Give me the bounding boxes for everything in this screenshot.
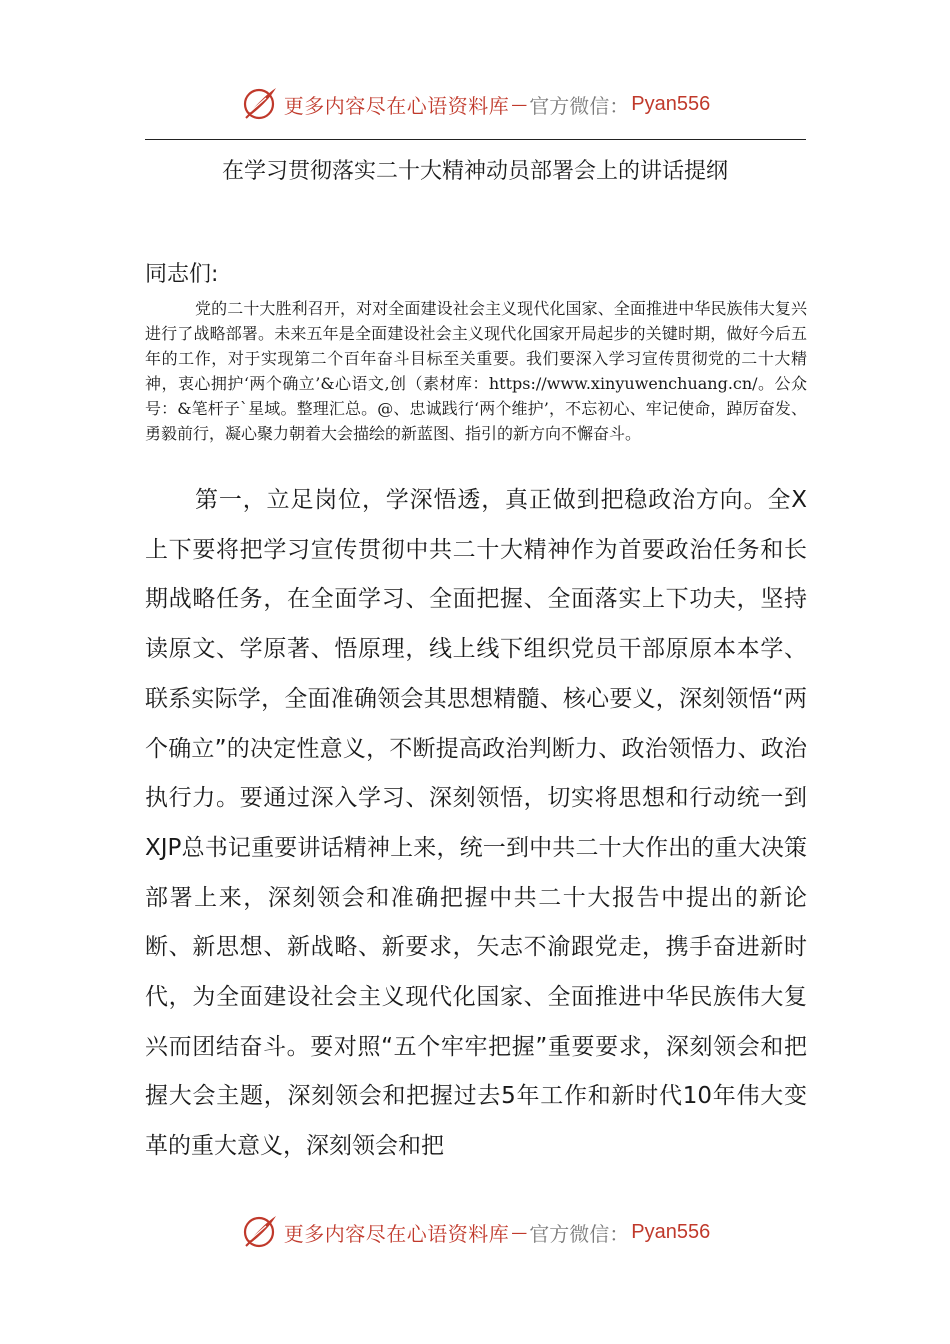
document-title: 在学习贯彻落实二十大精神动员部署会上的讲话提纲: [221, 159, 728, 184]
header-banner: [0, 84, 950, 124]
banner-separator: —: [511, 1222, 528, 1242]
wechat-id: Pyan556: [631, 92, 711, 115]
quill-pen-logo-icon: [240, 1212, 280, 1252]
intro-paragraph: 党的二十大胜利召开，对对全面建设社会主义现代化国家、全面推进中华民族伟大复兴进行了战略部署。未来五年是全面建设社会主义现代化国家开局起步的关键时期，做好今后五年的工作，对于实现第二个百年奋斗目标至关重要。我们要深入学习宣传贯彻党的二十大精神，衷心拥护‘两个确立’&心语文,创（素材库：https://www.xinyuwenchuang.cn/。公众号：&笔杆子`星域。整理汇总。@、忠诚践行‘两个维护’，不忘初心、牢记使命，踔厉奋发、勇毅前行，凝心聚力朝着大会描绘的新蓝图、指引的新方向不懈奋斗。: [145, 299, 807, 443]
wechat-id: Pyan556: [631, 1220, 711, 1243]
wechat-label: 官方微信：: [529, 1221, 630, 1246]
banner-text: 更多内容尽在心语资料库: [283, 1221, 510, 1246]
section-paragraph: 第一，立足岗位，学深悟透，真正做到把稳政治方向。全X上下要将把学习宣传贯彻中共二十大精神作为首要政治任务和长期战略任务，在全面学习、全面把握、全面落实上下功夫，坚持读原文、学原著、悟原理，线上线下组织党员干部原原本本学、联系实际学，全面准确领会其思想精髓、核心要义，深刻领悟“两个确立”的决定性意义，不断提高政治判断力、政治领悟力、政治执行力。要通过深入学习、深刻领悟，切实将思想和行动统一到XJP总书记重要讲话精神上来，统一到中共二十大作出的重大决策部署上来，深刻领会和准确把握中共二十大报告中提出的新论断、新思想、新战略、新要求，矢志不渝跟党走，携手奋进新时代，为全面建设社会主义现代化国家、全面推进中华民族伟大复兴而团结奋斗。要对照“五个牢牢把握”重要要求，深刻领会和把握大会主题，深刻领会和把握过去5年工作和新时代10年伟大变革的重大意义，深刻领会和把: [145, 487, 807, 1160]
header-divider: [145, 139, 806, 140]
banner-text: 更多内容尽在心语资料库: [283, 93, 510, 118]
footer-banner: [0, 1212, 950, 1252]
wechat-label: 官方微信：: [529, 93, 630, 118]
banner-separator: —: [511, 94, 528, 114]
salutation: 同志们:: [145, 262, 219, 287]
quill-pen-logo-icon: [240, 84, 280, 124]
